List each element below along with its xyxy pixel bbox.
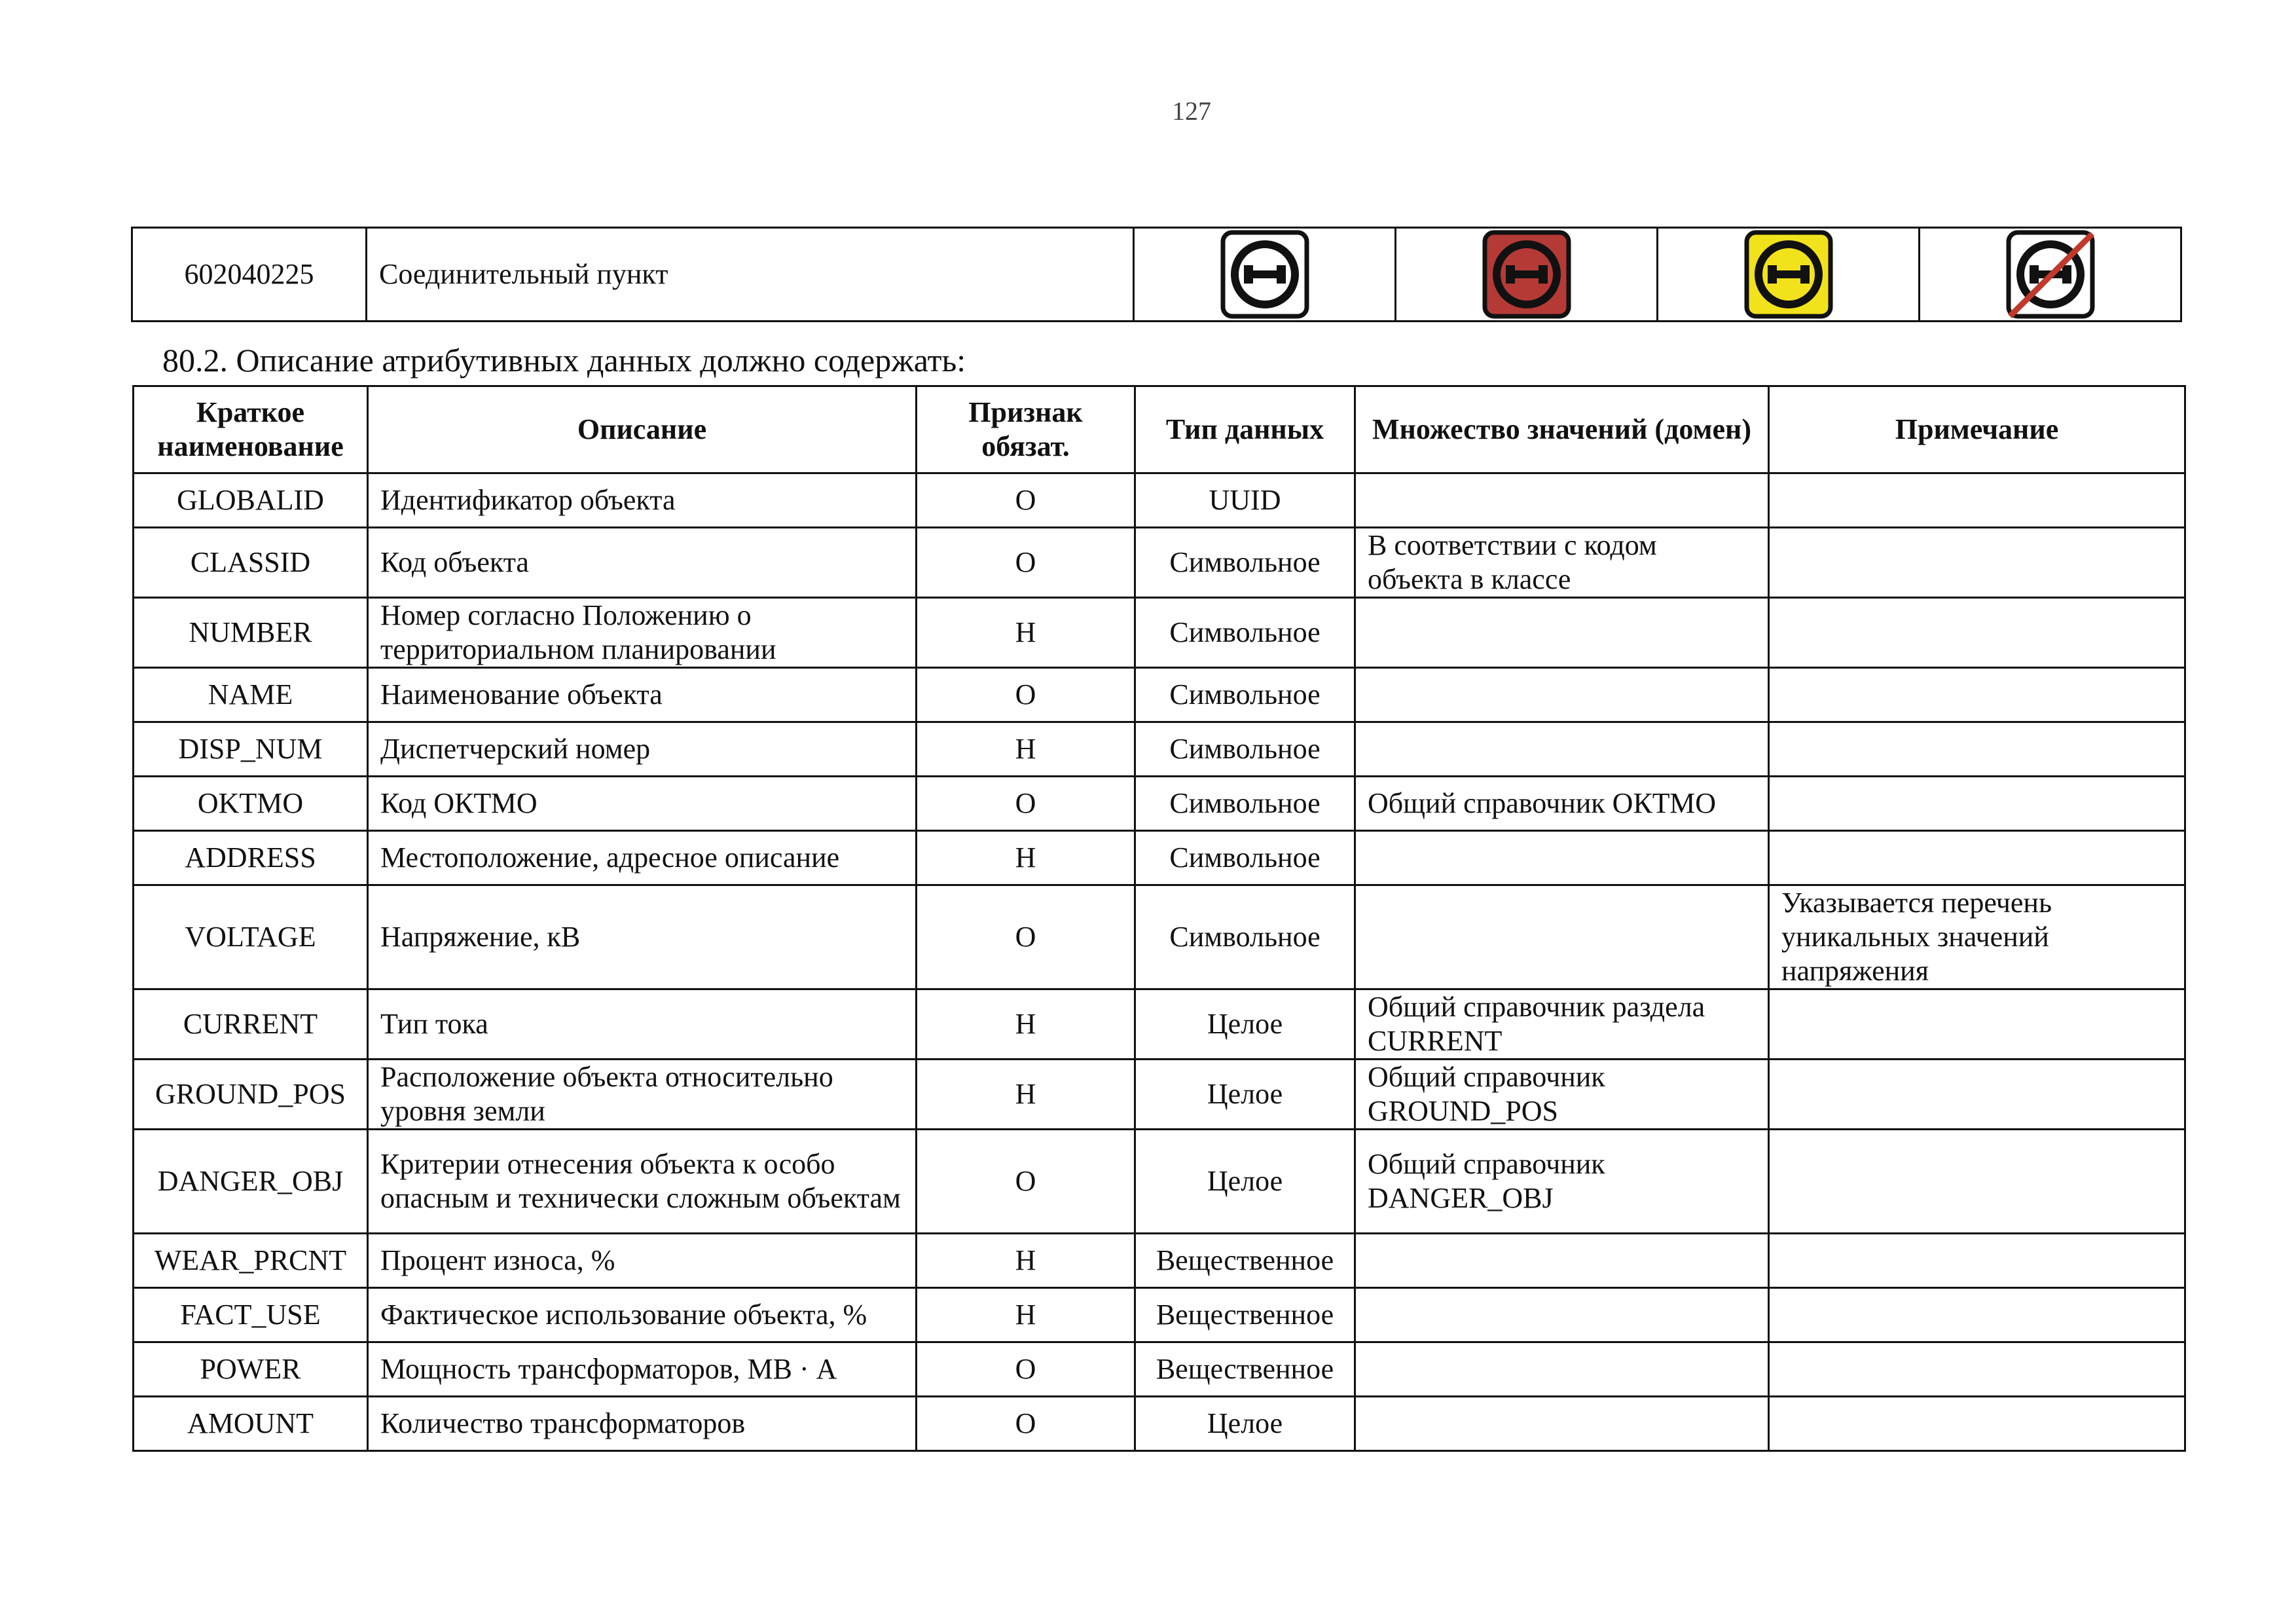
cell-flag: О xyxy=(917,885,1135,989)
cell-description: Напряжение, кВ xyxy=(368,885,917,989)
cell-code: DISP_NUM xyxy=(134,722,368,777)
cell-description: Критерии отнесения объекта к особо опасным и технически сложным объектам xyxy=(368,1130,917,1234)
cell-domain xyxy=(1355,885,1769,989)
cell-code: GROUND_POS xyxy=(134,1060,368,1130)
cell-type: Символьное xyxy=(1135,885,1355,989)
cell-domain xyxy=(1355,598,1769,668)
cell-type: Целое xyxy=(1135,1060,1355,1130)
cell-domain xyxy=(1355,831,1769,885)
cell-domain: Общий справочник DANGER_OBJ xyxy=(1355,1130,1769,1234)
header-data-type: Тип данных xyxy=(1135,386,1355,473)
table-row xyxy=(134,989,2185,1060)
cell-type: Вещественное xyxy=(1135,1288,1355,1342)
cell-description: Количество трансформаторов xyxy=(368,1397,917,1451)
cell-type: Символьное xyxy=(1135,722,1355,777)
cell-description: Код объекта xyxy=(368,528,917,598)
cell-description: Расположение объекта относительно уровня земли xyxy=(368,1060,917,1130)
cell-domain xyxy=(1355,1342,1769,1397)
cell-flag: О xyxy=(917,668,1135,722)
cell-type: Вещественное xyxy=(1135,1342,1355,1397)
header-description: Описание xyxy=(368,386,917,473)
connection-point-black-icon xyxy=(1219,229,1311,320)
cell-type: Целое xyxy=(1135,1397,1355,1451)
cell-note xyxy=(1769,777,2185,831)
cell-domain: Общий справочник ОКТМО xyxy=(1355,777,1769,831)
cell-code: NAME xyxy=(134,668,368,722)
cell-code: VOLTAGE xyxy=(134,885,368,989)
header-required-flag: Признак обязат. xyxy=(917,386,1135,473)
cell-description: Наименование объекта xyxy=(368,668,917,722)
section-intro: 80.2. Описание атрибутивных данных должно содержать: xyxy=(162,342,966,378)
cell-note xyxy=(1769,1288,2185,1342)
connection-point-crossed-icon xyxy=(2005,229,2096,320)
table-row xyxy=(134,1234,2185,1288)
cell-note xyxy=(1769,831,2185,885)
object-name: Соединительный пункт xyxy=(367,228,1134,322)
cell-flag: Н xyxy=(917,1060,1135,1130)
cell-note xyxy=(1769,989,2185,1060)
cell-flag: О xyxy=(917,1397,1135,1451)
cell-note xyxy=(1769,598,2185,668)
cell-code: AMOUNT xyxy=(134,1397,368,1451)
cell-code: CURRENT xyxy=(134,989,368,1060)
symbol-cell-black xyxy=(1134,228,1396,322)
symbol-cell-red xyxy=(1396,228,1658,322)
cell-note xyxy=(1769,1234,2185,1288)
header-domain: Множество значений (домен) xyxy=(1355,386,1769,473)
cell-type: Целое xyxy=(1135,1130,1355,1234)
cell-code: FACT_USE xyxy=(134,1288,368,1342)
object-symbol-table xyxy=(131,227,2182,322)
table-row xyxy=(134,528,2185,598)
cell-domain: Общий справочник GROUND_POS xyxy=(1355,1060,1769,1130)
attribute-rows xyxy=(134,473,2185,1451)
cell-code: OKTMO xyxy=(134,777,368,831)
table-row xyxy=(134,1397,2185,1451)
cell-note xyxy=(1769,1342,2185,1397)
table-row xyxy=(134,598,2185,668)
table-row xyxy=(134,777,2185,831)
attribute-table xyxy=(132,385,2186,1452)
cell-description: Местоположение, адресное описание xyxy=(368,831,917,885)
symbol-cell-yellow xyxy=(1658,228,1920,322)
cell-flag: Н xyxy=(917,598,1135,668)
cell-type: Вещественное xyxy=(1135,1234,1355,1288)
cell-code: POWER xyxy=(134,1342,368,1397)
cell-domain: В соответствии с кодом объекта в классе xyxy=(1355,528,1769,598)
cell-domain xyxy=(1355,1397,1769,1451)
cell-flag: О xyxy=(917,1130,1135,1234)
page-number: 127 xyxy=(1172,96,1211,126)
cell-description: Диспетчерский номер xyxy=(368,722,917,777)
cell-flag: О xyxy=(917,528,1135,598)
table-row xyxy=(134,722,2185,777)
cell-note xyxy=(1769,722,2185,777)
table-row xyxy=(134,1342,2185,1397)
cell-type: Символьное xyxy=(1135,598,1355,668)
cell-flag: Н xyxy=(917,722,1135,777)
cell-type: UUID xyxy=(1135,473,1355,528)
cell-domain xyxy=(1355,1234,1769,1288)
cell-description: Номер согласно Положению о территориальном планировании xyxy=(368,598,917,668)
table-row xyxy=(134,473,2185,528)
cell-type: Символьное xyxy=(1135,528,1355,598)
cell-description: Идентификатор объекта xyxy=(368,473,917,528)
table-row xyxy=(134,1130,2185,1234)
cell-code: CLASSID xyxy=(134,528,368,598)
table-row xyxy=(134,831,2185,885)
cell-description: Тип тока xyxy=(368,989,917,1060)
cell-type: Символьное xyxy=(1135,831,1355,885)
cell-flag: Н xyxy=(917,1288,1135,1342)
cell-note xyxy=(1769,473,2185,528)
cell-type: Символьное xyxy=(1135,668,1355,722)
cell-description: Код ОКТМО xyxy=(368,777,917,831)
cell-domain xyxy=(1355,722,1769,777)
table-row xyxy=(134,1060,2185,1130)
header-note: Примечание xyxy=(1769,386,2185,473)
cell-description: Фактическое использование объекта, % xyxy=(368,1288,917,1342)
cell-code: GLOBALID xyxy=(134,473,368,528)
header-short-name: Краткое наименование xyxy=(134,386,368,473)
object-row xyxy=(132,228,2181,322)
cell-domain xyxy=(1355,1288,1769,1342)
table-row xyxy=(134,668,2185,722)
cell-type: Символьное xyxy=(1135,777,1355,831)
cell-code: DANGER_OBJ xyxy=(134,1130,368,1234)
header-row xyxy=(134,386,2185,473)
cell-flag: О xyxy=(917,473,1135,528)
cell-flag: Н xyxy=(917,831,1135,885)
cell-code: NUMBER xyxy=(134,598,368,668)
cell-note xyxy=(1769,1130,2185,1234)
cell-note xyxy=(1769,668,2185,722)
object-code: 602040225 xyxy=(132,228,367,322)
connection-point-yellow-icon xyxy=(1743,229,1834,320)
table-row xyxy=(134,1288,2185,1342)
cell-note xyxy=(1769,1397,2185,1451)
cell-note: Указывается перечень уникальных значений напряжения xyxy=(1769,885,2185,989)
cell-flag: О xyxy=(917,777,1135,831)
cell-description: Мощность трансформаторов, МВ · А xyxy=(368,1342,917,1397)
connection-point-red-icon xyxy=(1481,229,1573,320)
cell-note xyxy=(1769,528,2185,598)
cell-domain: Общий справочник раздела CURRENT xyxy=(1355,989,1769,1060)
cell-code: WEAR_PRCNT xyxy=(134,1234,368,1288)
table-row xyxy=(134,885,2185,989)
cell-flag: Н xyxy=(917,1234,1135,1288)
cell-domain xyxy=(1355,473,1769,528)
cell-flag: О xyxy=(917,1342,1135,1397)
symbol-cell-crossed xyxy=(1920,228,2181,322)
cell-flag: Н xyxy=(917,989,1135,1060)
cell-domain xyxy=(1355,668,1769,722)
cell-code: ADDRESS xyxy=(134,831,368,885)
cell-note xyxy=(1769,1060,2185,1130)
cell-description: Процент износа, % xyxy=(368,1234,917,1288)
cell-type: Целое xyxy=(1135,989,1355,1060)
